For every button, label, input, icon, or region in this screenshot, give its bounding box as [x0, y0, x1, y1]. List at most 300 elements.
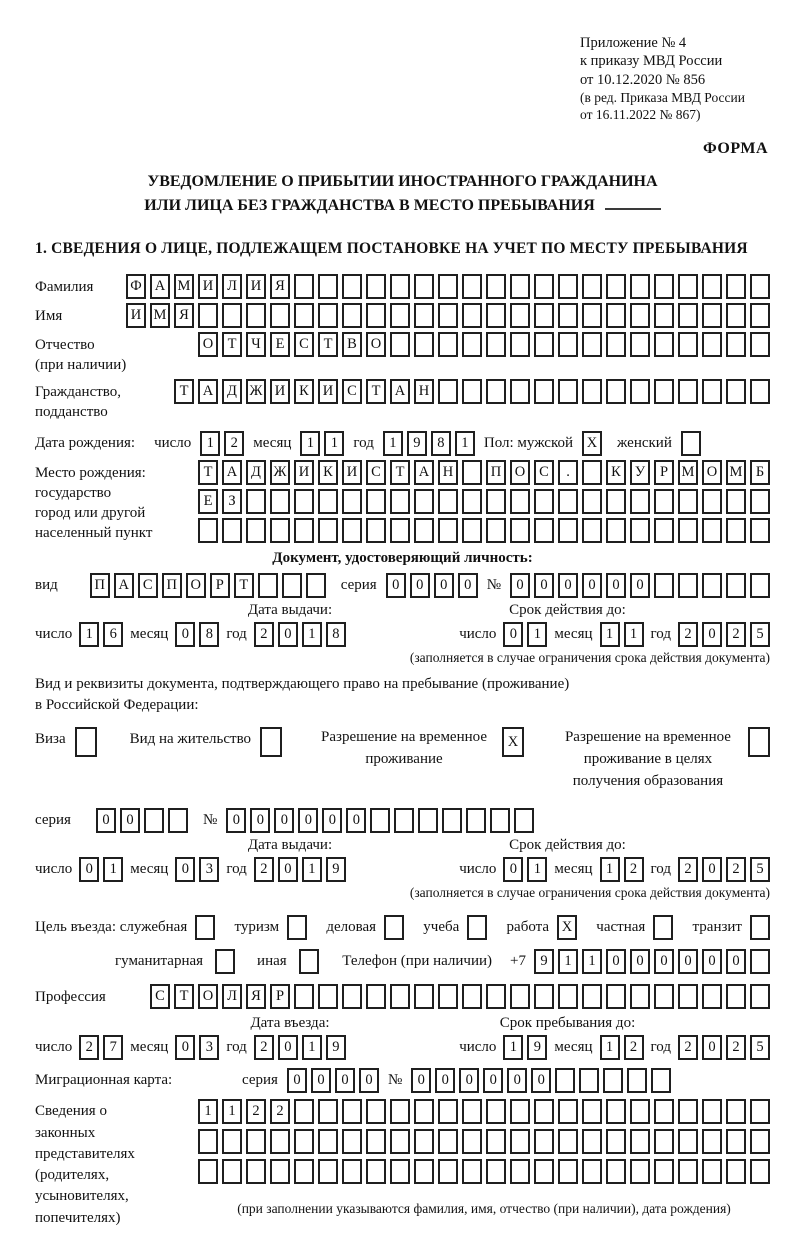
- firstname-cell[interactable]: [654, 303, 674, 328]
- firstname-cell[interactable]: [582, 303, 602, 328]
- profession-cell[interactable]: [462, 984, 482, 1009]
- identity-kind-cell[interactable]: А: [114, 573, 134, 598]
- representatives-cell[interactable]: [654, 1159, 674, 1184]
- purpose-tourism-box[interactable]: [287, 915, 307, 940]
- firstname-cell[interactable]: [702, 303, 722, 328]
- citizenship-cell[interactable]: А: [390, 379, 410, 404]
- residence-number-cell[interactable]: 0: [298, 808, 318, 833]
- residence-expiry-day-cell[interactable]: 1: [527, 857, 547, 882]
- profession-cell[interactable]: [654, 984, 674, 1009]
- profession-cell[interactable]: [342, 984, 362, 1009]
- citizenship-cell[interactable]: Ж: [246, 379, 266, 404]
- patronymic-cell[interactable]: [654, 332, 674, 357]
- firstname-cell[interactable]: [510, 303, 530, 328]
- purpose-private-box[interactable]: [653, 915, 673, 940]
- patronymic-cell[interactable]: Т: [318, 332, 338, 357]
- birthplace-cell[interactable]: Т: [390, 460, 410, 485]
- residence-expiry-year-cell[interactable]: 0: [702, 857, 722, 882]
- birthplace-cell[interactable]: [318, 518, 338, 543]
- birthplace-cell[interactable]: [390, 518, 410, 543]
- residence-issue-year-cell[interactable]: 9: [326, 857, 346, 882]
- entry-year-cell[interactable]: 1: [302, 1035, 322, 1060]
- surname-cell[interactable]: [342, 274, 362, 299]
- representatives-cell[interactable]: [534, 1099, 554, 1124]
- residence-issue-month-cell[interactable]: 0: [175, 857, 195, 882]
- citizenship-cell[interactable]: [702, 379, 722, 404]
- phone-cell[interactable]: 0: [726, 949, 746, 974]
- firstname-cell[interactable]: [270, 303, 290, 328]
- residence-expiry-month-cell[interactable]: 2: [624, 857, 644, 882]
- surname-cell[interactable]: [366, 274, 386, 299]
- migration-number-cell[interactable]: [651, 1068, 671, 1093]
- firstname-cell[interactable]: Я: [174, 303, 194, 328]
- citizenship-cell[interactable]: [582, 379, 602, 404]
- stay-year-cell[interactable]: 2: [726, 1035, 746, 1060]
- firstname-cell[interactable]: М: [150, 303, 170, 328]
- purpose-business-box[interactable]: [384, 915, 404, 940]
- profession-cell[interactable]: Р: [270, 984, 290, 1009]
- migration-number-cell[interactable]: 0: [411, 1068, 431, 1093]
- surname-cell[interactable]: И: [246, 274, 266, 299]
- citizenship-cell[interactable]: [558, 379, 578, 404]
- residence-series-cell[interactable]: [168, 808, 188, 833]
- identity-expiry-month-cell[interactable]: 1: [624, 622, 644, 647]
- representatives-cell[interactable]: [750, 1159, 770, 1184]
- firstname-cell[interactable]: [414, 303, 434, 328]
- representatives-cell[interactable]: 2: [246, 1099, 266, 1124]
- migration-series-cell[interactable]: 0: [311, 1068, 331, 1093]
- representatives-cell[interactable]: [630, 1129, 650, 1154]
- birthplace-cell[interactable]: [534, 489, 554, 514]
- birthplace-cell[interactable]: [726, 518, 746, 543]
- representatives-cell[interactable]: [342, 1099, 362, 1124]
- patronymic-cell[interactable]: [510, 332, 530, 357]
- citizenship-cell[interactable]: А: [198, 379, 218, 404]
- residence-issue-year-cell[interactable]: 2: [254, 857, 274, 882]
- citizenship-cell[interactable]: Н: [414, 379, 434, 404]
- surname-cell[interactable]: [606, 274, 626, 299]
- residence-expiry-day-cell[interactable]: 0: [503, 857, 523, 882]
- birthplace-cell[interactable]: [702, 518, 722, 543]
- representatives-cell[interactable]: [534, 1159, 554, 1184]
- residence-number-cell[interactable]: 0: [250, 808, 270, 833]
- representatives-cell[interactable]: [486, 1099, 506, 1124]
- surname-cell[interactable]: [390, 274, 410, 299]
- surname-cell[interactable]: [750, 274, 770, 299]
- birthplace-cell[interactable]: [630, 489, 650, 514]
- citizenship-cell[interactable]: [750, 379, 770, 404]
- birthplace-cell[interactable]: [534, 518, 554, 543]
- citizenship-cell[interactable]: [510, 379, 530, 404]
- birthplace-cell[interactable]: Н: [438, 460, 458, 485]
- birthplace-cell[interactable]: П: [486, 460, 506, 485]
- representatives-cell[interactable]: [390, 1099, 410, 1124]
- birthplace-cell[interactable]: [582, 460, 602, 485]
- birthplace-cell[interactable]: [654, 489, 674, 514]
- profession-cell[interactable]: [678, 984, 698, 1009]
- firstname-cell[interactable]: [462, 303, 482, 328]
- birthplace-cell[interactable]: [414, 489, 434, 514]
- stay-year-cell[interactable]: 5: [750, 1035, 770, 1060]
- identity-kind-cell[interactable]: [258, 573, 278, 598]
- profession-cell[interactable]: [558, 984, 578, 1009]
- identity-kind-cell[interactable]: С: [138, 573, 158, 598]
- birth-month-cell[interactable]: 1: [324, 431, 344, 456]
- purpose-work-box[interactable]: X: [557, 915, 577, 940]
- identity-kind-cell[interactable]: [306, 573, 326, 598]
- residence-number-cell[interactable]: [514, 808, 534, 833]
- patronymic-cell[interactable]: [534, 332, 554, 357]
- firstname-cell[interactable]: [606, 303, 626, 328]
- birthplace-cell[interactable]: [366, 518, 386, 543]
- identity-series-cell[interactable]: 0: [410, 573, 430, 598]
- profession-cell[interactable]: [390, 984, 410, 1009]
- representatives-cell[interactable]: [318, 1129, 338, 1154]
- purpose-transit-box[interactable]: [750, 915, 770, 940]
- entry-year-cell[interactable]: 9: [326, 1035, 346, 1060]
- birthplace-cell[interactable]: [558, 518, 578, 543]
- birth-month-cell[interactable]: 1: [300, 431, 320, 456]
- phone-cell[interactable]: 1: [558, 949, 578, 974]
- profession-cell[interactable]: [726, 984, 746, 1009]
- surname-cell[interactable]: Я: [270, 274, 290, 299]
- birthplace-cell[interactable]: [462, 518, 482, 543]
- identity-issue-month-cell[interactable]: 8: [199, 622, 219, 647]
- representatives-cell[interactable]: [606, 1129, 626, 1154]
- citizenship-cell[interactable]: И: [270, 379, 290, 404]
- profession-cell[interactable]: [606, 984, 626, 1009]
- identity-expiry-year-cell[interactable]: 2: [726, 622, 746, 647]
- entry-month-cell[interactable]: 0: [175, 1035, 195, 1060]
- profession-cell[interactable]: [510, 984, 530, 1009]
- surname-cell[interactable]: [726, 274, 746, 299]
- patronymic-cell[interactable]: С: [294, 332, 314, 357]
- profession-cell[interactable]: [414, 984, 434, 1009]
- identity-kind-cell[interactable]: О: [186, 573, 206, 598]
- identity-expiry-month-cell[interactable]: 1: [600, 622, 620, 647]
- birth-year-cell[interactable]: 1: [383, 431, 403, 456]
- birthplace-cell[interactable]: [342, 489, 362, 514]
- profession-cell[interactable]: [366, 984, 386, 1009]
- representatives-cell[interactable]: [222, 1129, 242, 1154]
- firstname-cell[interactable]: [678, 303, 698, 328]
- representatives-cell[interactable]: [462, 1129, 482, 1154]
- migration-series-cell[interactable]: 0: [359, 1068, 379, 1093]
- representatives-cell[interactable]: [726, 1129, 746, 1154]
- identity-issue-year-cell[interactable]: 0: [278, 622, 298, 647]
- birthplace-cell[interactable]: А: [222, 460, 242, 485]
- representatives-cell[interactable]: [606, 1159, 626, 1184]
- entry-day-cell[interactable]: 2: [79, 1035, 99, 1060]
- patronymic-cell[interactable]: [582, 332, 602, 357]
- patronymic-cell[interactable]: [462, 332, 482, 357]
- birthplace-cell[interactable]: К: [318, 460, 338, 485]
- phone-cell[interactable]: 1: [582, 949, 602, 974]
- representatives-cell[interactable]: 1: [198, 1099, 218, 1124]
- profession-cell[interactable]: Я: [246, 984, 266, 1009]
- identity-kind-cell[interactable]: Т: [234, 573, 254, 598]
- birthplace-cell[interactable]: [246, 489, 266, 514]
- representatives-cell[interactable]: [270, 1159, 290, 1184]
- representatives-cell[interactable]: [462, 1159, 482, 1184]
- representatives-cell[interactable]: [510, 1159, 530, 1184]
- profession-cell[interactable]: Л: [222, 984, 242, 1009]
- firstname-cell[interactable]: [630, 303, 650, 328]
- citizenship-cell[interactable]: [678, 379, 698, 404]
- representatives-cell[interactable]: [582, 1159, 602, 1184]
- citizenship-cell[interactable]: Т: [366, 379, 386, 404]
- identity-kind-cell[interactable]: [282, 573, 302, 598]
- birthplace-cell[interactable]: [510, 489, 530, 514]
- identity-expiry-year-cell[interactable]: 0: [702, 622, 722, 647]
- surname-cell[interactable]: [582, 274, 602, 299]
- birthplace-cell[interactable]: [438, 518, 458, 543]
- residence-issue-month-cell[interactable]: 3: [199, 857, 219, 882]
- identity-issue-year-cell[interactable]: 2: [254, 622, 274, 647]
- migration-number-cell[interactable]: 0: [483, 1068, 503, 1093]
- representatives-cell[interactable]: [678, 1129, 698, 1154]
- representatives-cell[interactable]: [198, 1129, 218, 1154]
- identity-issue-year-cell[interactable]: 8: [326, 622, 346, 647]
- birthplace-cell[interactable]: [270, 518, 290, 543]
- surname-cell[interactable]: [414, 274, 434, 299]
- citizenship-cell[interactable]: [726, 379, 746, 404]
- representatives-cell[interactable]: [582, 1129, 602, 1154]
- representatives-cell[interactable]: [414, 1099, 434, 1124]
- identity-number-cell[interactable]: 0: [630, 573, 650, 598]
- representatives-cell[interactable]: [726, 1159, 746, 1184]
- stay-month-cell[interactable]: 2: [624, 1035, 644, 1060]
- birthplace-cell[interactable]: С: [534, 460, 554, 485]
- representatives-cell[interactable]: [294, 1159, 314, 1184]
- representatives-cell[interactable]: [486, 1129, 506, 1154]
- profession-cell[interactable]: [294, 984, 314, 1009]
- citizenship-cell[interactable]: [630, 379, 650, 404]
- patronymic-cell[interactable]: [750, 332, 770, 357]
- migration-number-cell[interactable]: [579, 1068, 599, 1093]
- sex-female-box[interactable]: [681, 431, 701, 456]
- profession-cell[interactable]: [438, 984, 458, 1009]
- representatives-cell[interactable]: [486, 1159, 506, 1184]
- phone-cell[interactable]: 0: [606, 949, 626, 974]
- firstname-cell[interactable]: [294, 303, 314, 328]
- birthplace-cell[interactable]: [510, 518, 530, 543]
- birth-day-cell[interactable]: 2: [224, 431, 244, 456]
- identity-series-cell[interactable]: 0: [434, 573, 454, 598]
- residence-expiry-year-cell[interactable]: 2: [678, 857, 698, 882]
- birthplace-cell[interactable]: С: [366, 460, 386, 485]
- birthplace-cell[interactable]: [342, 518, 362, 543]
- residence-number-cell[interactable]: [394, 808, 414, 833]
- residence-expiry-year-cell[interactable]: 2: [726, 857, 746, 882]
- birthplace-cell[interactable]: М: [726, 460, 746, 485]
- representatives-cell[interactable]: [582, 1099, 602, 1124]
- representatives-cell[interactable]: [438, 1129, 458, 1154]
- birthplace-cell[interactable]: [558, 489, 578, 514]
- phone-cell[interactable]: 9: [534, 949, 554, 974]
- firstname-cell[interactable]: [486, 303, 506, 328]
- identity-number-cell[interactable]: 0: [558, 573, 578, 598]
- birthplace-cell[interactable]: [486, 518, 506, 543]
- migration-number-cell[interactable]: 0: [435, 1068, 455, 1093]
- representatives-cell[interactable]: [678, 1099, 698, 1124]
- representatives-cell[interactable]: [534, 1129, 554, 1154]
- identity-number-cell[interactable]: 0: [582, 573, 602, 598]
- residence-number-cell[interactable]: 0: [274, 808, 294, 833]
- surname-cell[interactable]: Ф: [126, 274, 146, 299]
- identity-issue-day-cell[interactable]: 1: [79, 622, 99, 647]
- sex-male-box[interactable]: X: [582, 431, 602, 456]
- birthplace-cell[interactable]: [462, 489, 482, 514]
- birthplace-cell[interactable]: [270, 489, 290, 514]
- profession-cell[interactable]: [582, 984, 602, 1009]
- citizenship-cell[interactable]: [654, 379, 674, 404]
- entry-day-cell[interactable]: 7: [103, 1035, 123, 1060]
- birthplace-cell[interactable]: [246, 518, 266, 543]
- temporary-permit-box[interactable]: X: [502, 727, 524, 757]
- representatives-cell[interactable]: [678, 1159, 698, 1184]
- patronymic-cell[interactable]: [390, 332, 410, 357]
- surname-cell[interactable]: [510, 274, 530, 299]
- identity-expiry-day-cell[interactable]: 0: [503, 622, 523, 647]
- citizenship-cell[interactable]: [606, 379, 626, 404]
- firstname-cell[interactable]: [342, 303, 362, 328]
- identity-kind-cell[interactable]: П: [162, 573, 182, 598]
- citizenship-cell[interactable]: [438, 379, 458, 404]
- entry-year-cell[interactable]: 0: [278, 1035, 298, 1060]
- surname-cell[interactable]: И: [198, 274, 218, 299]
- representatives-cell[interactable]: [750, 1099, 770, 1124]
- surname-cell[interactable]: Л: [222, 274, 242, 299]
- representatives-cell[interactable]: [366, 1099, 386, 1124]
- phone-cell[interactable]: 0: [678, 949, 698, 974]
- surname-cell[interactable]: [558, 274, 578, 299]
- birthplace-cell[interactable]: [750, 518, 770, 543]
- residence-expiry-month-cell[interactable]: 1: [600, 857, 620, 882]
- birthplace-cell[interactable]: .: [558, 460, 578, 485]
- identity-series-cell[interactable]: 0: [386, 573, 406, 598]
- birthplace-cell[interactable]: О: [510, 460, 530, 485]
- birthplace-cell[interactable]: Б: [750, 460, 770, 485]
- stay-year-cell[interactable]: 0: [702, 1035, 722, 1060]
- representatives-cell[interactable]: [630, 1099, 650, 1124]
- surname-cell[interactable]: [678, 274, 698, 299]
- patronymic-cell[interactable]: [414, 332, 434, 357]
- identity-expiry-year-cell[interactable]: 2: [678, 622, 698, 647]
- birthplace-cell[interactable]: У: [630, 460, 650, 485]
- citizenship-cell[interactable]: [486, 379, 506, 404]
- identity-number-cell[interactable]: 0: [534, 573, 554, 598]
- representatives-cell[interactable]: [438, 1159, 458, 1184]
- birthplace-cell[interactable]: [438, 489, 458, 514]
- migration-series-cell[interactable]: 0: [335, 1068, 355, 1093]
- stay-day-cell[interactable]: 9: [527, 1035, 547, 1060]
- representatives-cell[interactable]: [654, 1099, 674, 1124]
- identity-number-cell[interactable]: [654, 573, 674, 598]
- patronymic-cell[interactable]: [726, 332, 746, 357]
- representatives-cell[interactable]: [366, 1159, 386, 1184]
- migration-number-cell[interactable]: [627, 1068, 647, 1093]
- representatives-cell[interactable]: [438, 1099, 458, 1124]
- visa-box[interactable]: [75, 727, 97, 757]
- patronymic-cell[interactable]: [630, 332, 650, 357]
- patronymic-cell[interactable]: О: [366, 332, 386, 357]
- birthplace-cell[interactable]: [582, 489, 602, 514]
- representatives-cell[interactable]: [750, 1129, 770, 1154]
- identity-kind-cell[interactable]: П: [90, 573, 110, 598]
- surname-cell[interactable]: [438, 274, 458, 299]
- profession-cell[interactable]: О: [198, 984, 218, 1009]
- birthplace-cell[interactable]: [606, 518, 626, 543]
- birthplace-cell[interactable]: [414, 518, 434, 543]
- birthplace-cell[interactable]: [678, 518, 698, 543]
- representatives-cell[interactable]: [342, 1129, 362, 1154]
- birth-day-cell[interactable]: 1: [200, 431, 220, 456]
- purpose-humanitarian-box[interactable]: [215, 949, 235, 974]
- patronymic-cell[interactable]: [678, 332, 698, 357]
- representatives-cell[interactable]: [702, 1099, 722, 1124]
- citizenship-cell[interactable]: [462, 379, 482, 404]
- patronymic-cell[interactable]: Е: [270, 332, 290, 357]
- identity-series-cell[interactable]: 0: [458, 573, 478, 598]
- representatives-cell[interactable]: [270, 1129, 290, 1154]
- patronymic-cell[interactable]: Ч: [246, 332, 266, 357]
- identity-expiry-day-cell[interactable]: 1: [527, 622, 547, 647]
- surname-cell[interactable]: [654, 274, 674, 299]
- citizenship-cell[interactable]: Т: [174, 379, 194, 404]
- representatives-cell[interactable]: [246, 1129, 266, 1154]
- surname-cell[interactable]: [486, 274, 506, 299]
- surname-cell[interactable]: [318, 274, 338, 299]
- birth-year-cell[interactable]: 8: [431, 431, 451, 456]
- residence-expiry-year-cell[interactable]: 5: [750, 857, 770, 882]
- representatives-cell[interactable]: 1: [222, 1099, 242, 1124]
- identity-number-cell[interactable]: 0: [510, 573, 530, 598]
- birthplace-cell[interactable]: [726, 489, 746, 514]
- birthplace-cell[interactable]: О: [702, 460, 722, 485]
- identity-number-cell[interactable]: [678, 573, 698, 598]
- birthplace-cell[interactable]: [702, 489, 722, 514]
- representatives-cell[interactable]: [342, 1159, 362, 1184]
- phone-cell[interactable]: 0: [630, 949, 650, 974]
- representatives-cell[interactable]: [366, 1129, 386, 1154]
- patronymic-cell[interactable]: Т: [222, 332, 242, 357]
- birthplace-cell[interactable]: [198, 518, 218, 543]
- citizenship-cell[interactable]: С: [342, 379, 362, 404]
- profession-cell[interactable]: [534, 984, 554, 1009]
- purpose-official-box[interactable]: [195, 915, 215, 940]
- firstname-cell[interactable]: [534, 303, 554, 328]
- surname-cell[interactable]: [294, 274, 314, 299]
- profession-cell[interactable]: [630, 984, 650, 1009]
- birth-year-cell[interactable]: 9: [407, 431, 427, 456]
- patronymic-cell[interactable]: [438, 332, 458, 357]
- birthplace-cell[interactable]: [366, 489, 386, 514]
- birthplace-cell[interactable]: К: [606, 460, 626, 485]
- surname-cell[interactable]: М: [174, 274, 194, 299]
- migration-number-cell[interactable]: 0: [507, 1068, 527, 1093]
- birthplace-cell[interactable]: М: [678, 460, 698, 485]
- representatives-cell[interactable]: [198, 1159, 218, 1184]
- stay-day-cell[interactable]: 1: [503, 1035, 523, 1060]
- purpose-other-box[interactable]: [299, 949, 319, 974]
- surname-cell[interactable]: [462, 274, 482, 299]
- migration-number-cell[interactable]: 0: [459, 1068, 479, 1093]
- profession-cell[interactable]: [318, 984, 338, 1009]
- representatives-cell[interactable]: [702, 1159, 722, 1184]
- surname-cell[interactable]: А: [150, 274, 170, 299]
- birthplace-cell[interactable]: И: [294, 460, 314, 485]
